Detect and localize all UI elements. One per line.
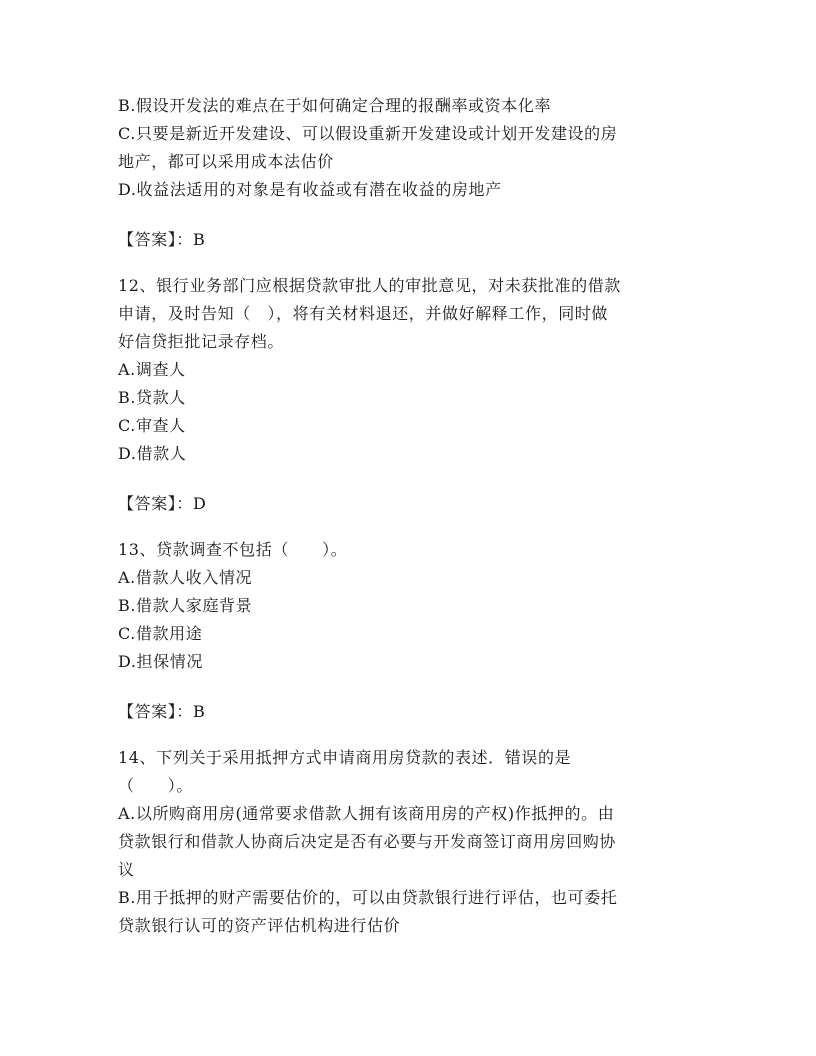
answer-13: 【答案】：B bbox=[118, 702, 206, 721]
question-11-continued bbox=[118, 92, 703, 204]
option-a: A.以所购商用房(通常要求借款人拥有该商用房的产权)作抵押的。由 bbox=[118, 804, 615, 823]
option-c: C.只要是新近开发建设、可以假设重新开发建设或计划开发建设的房 bbox=[118, 124, 618, 143]
option-c-continued: 地产，都可以采用成本法估价 bbox=[118, 152, 334, 171]
option-b: B.用于抵押的财产需要估价的，可以由贷款银行进行评估，也可委托 bbox=[118, 888, 618, 907]
question-14-stem-line-2: （ ）。 bbox=[118, 776, 194, 795]
option-a: A.借款人收入情况 bbox=[118, 568, 253, 587]
option-d: D.收益法适用的对象是有收益或有潜在收益的房地产 bbox=[118, 180, 502, 199]
question-12-stem-line-1: 12、银行业务部门应根据贷款审批人的审批意见，对未获批准的借款 bbox=[118, 276, 621, 295]
question-14 bbox=[118, 744, 703, 940]
option-c: C.借款用途 bbox=[118, 624, 203, 643]
option-a-continued-2: 议 bbox=[118, 860, 135, 879]
question-12 bbox=[118, 272, 703, 468]
option-a-continued: 贷款银行和借款人协商后决定是否有必要与开发商签订商用房回购协 bbox=[118, 832, 617, 851]
option-c: C.审查人 bbox=[118, 416, 186, 435]
option-a: A.调查人 bbox=[118, 360, 186, 379]
option-d: D.借款人 bbox=[118, 444, 187, 463]
option-b: B.借款人家庭背景 bbox=[118, 596, 253, 615]
question-14-stem-line-1: 14、下列关于采用抵押方式申请商用房贷款的表述．错误的是 bbox=[118, 748, 572, 767]
option-b: B.假设开发法的难点在于如何确定合理的报酬率或资本化率 bbox=[118, 96, 552, 115]
answer-11: 【答案】：B bbox=[118, 230, 206, 249]
option-b: B.贷款人 bbox=[118, 388, 186, 407]
question-12-stem-line-2: 申请，及时告知（ ），将有关材料退还，并做好解释工作，同时做 bbox=[118, 304, 609, 323]
question-13-stem: 13、贷款调查不包括（ ）。 bbox=[118, 540, 348, 559]
document-page bbox=[118, 92, 703, 940]
question-12-stem-line-3: 好信贷拒批记录存档。 bbox=[118, 332, 285, 351]
option-b-continued: 贷款银行认可的资产评估机构进行估价 bbox=[118, 916, 401, 935]
option-d: D.担保情况 bbox=[118, 652, 203, 671]
question-13 bbox=[118, 536, 703, 676]
answer-12: 【答案】：D bbox=[118, 494, 207, 513]
